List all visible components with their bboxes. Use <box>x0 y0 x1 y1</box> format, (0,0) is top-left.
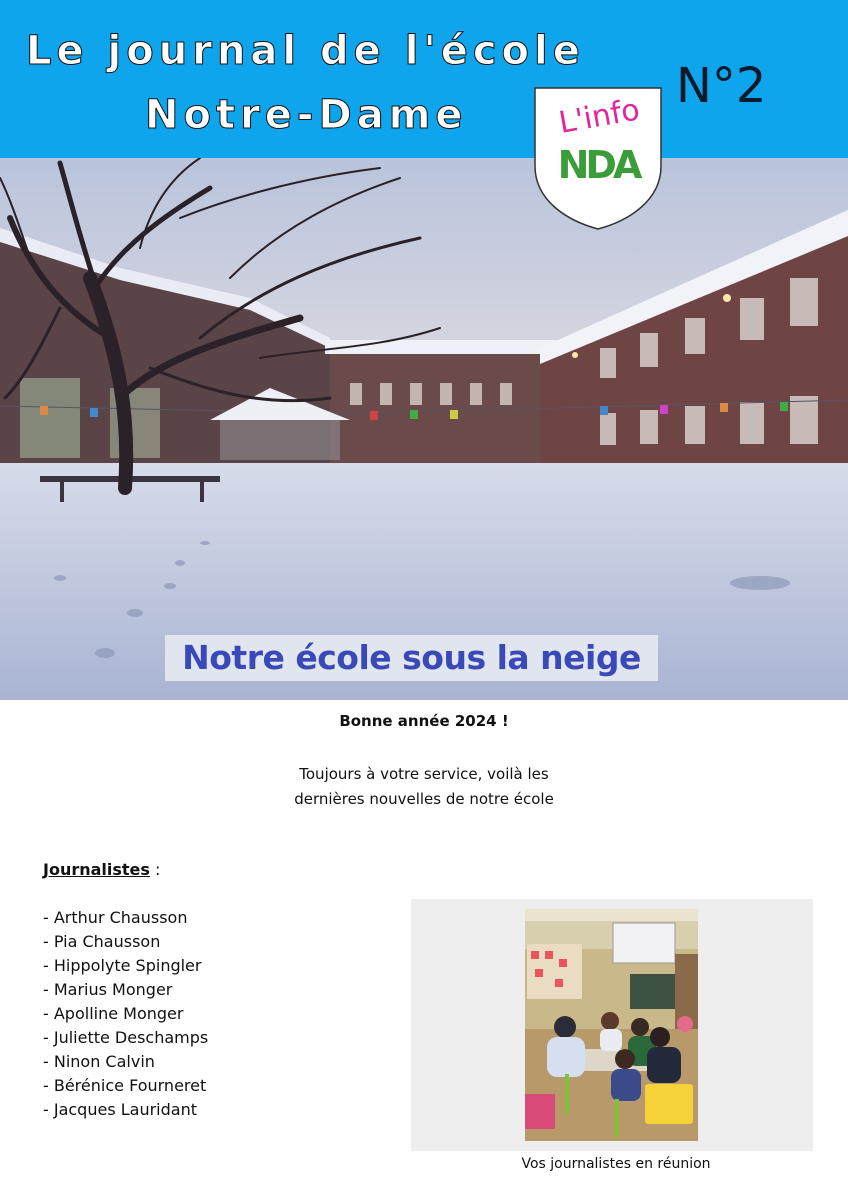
journalist-name: - Juliette Deschamps <box>43 1028 209 1047</box>
headline-banner <box>165 635 658 681</box>
journalists-heading-label: Journalistes <box>43 860 150 879</box>
logo-text-linfo: L'info <box>556 92 643 141</box>
journalist-name: - Pia Chausson <box>43 932 161 951</box>
journalist-name: - Hippolyte Spingler <box>43 956 202 975</box>
journalists-heading-colon: : <box>149 860 161 879</box>
photo-caption: Vos journalistes en réunion <box>521 1156 711 1172</box>
journalist-name: - Jacques Lauridant <box>43 1100 197 1119</box>
journal-title-line1: Le journal de l'école <box>26 28 585 74</box>
journalists-heading <box>43 860 160 879</box>
issue-number: N°2 <box>676 58 767 114</box>
journalist-name: - Ninon Calvin <box>43 1052 155 1071</box>
cover-headline: Notre école sous la neige <box>182 638 641 677</box>
intro-line-2: dernières nouvelles de notre école <box>294 790 554 808</box>
new-year-greeting: Bonne année 2024 ! <box>339 712 509 730</box>
cover-photo-snowy-school <box>0 158 848 700</box>
journalists-list <box>43 906 208 1122</box>
journalist-name: - Apolline Monger <box>43 1004 184 1023</box>
intro-text <box>0 762 848 812</box>
journalists-meeting-photo <box>525 909 698 1141</box>
logo-text-nda: NDA <box>557 143 639 187</box>
journalist-name: - Arthur Chausson <box>43 908 188 927</box>
intro-line-1: Toujours à votre service, voilà les <box>299 765 549 783</box>
journalist-name: - Bérénice Fourneret <box>43 1076 207 1095</box>
journal-title-line2: Notre-Dame <box>145 92 468 138</box>
journalist-name: - Marius Monger <box>43 980 173 999</box>
linfo-nda-shield-logo <box>533 86 663 231</box>
